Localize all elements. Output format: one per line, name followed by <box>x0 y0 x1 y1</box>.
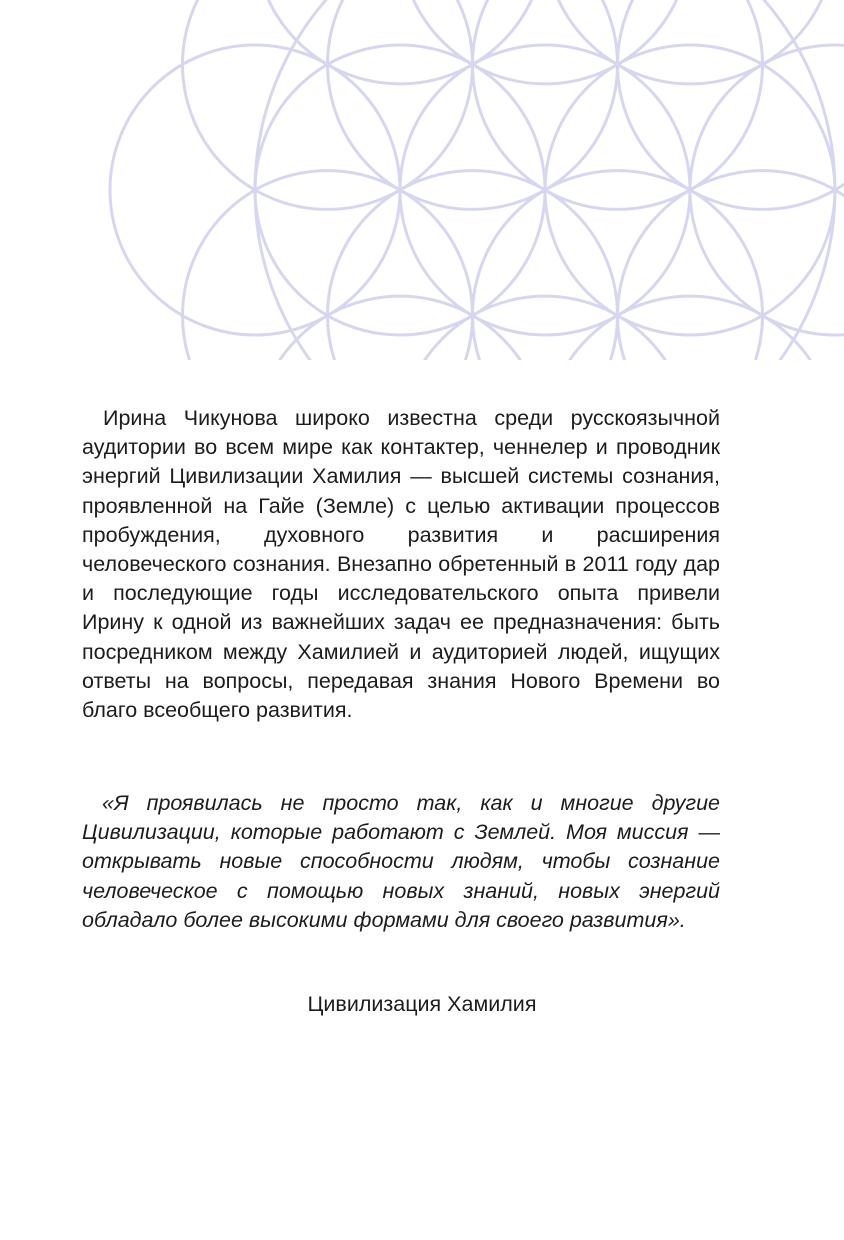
flower-of-life-icon <box>0 0 844 360</box>
quote-attribution: Цивилизация Хамилия <box>307 992 537 1016</box>
ornament-circle <box>545 0 835 84</box>
ornament-circle <box>690 45 844 335</box>
author-bio-paragraph: Ирина Чикунова широко известна среди русскоязычной аудитории во всем мире как контактер, ченнелер и проводник энергий Цивилизации Хамилия — высшей системы сознания, проявленной на Гайе (Земле) с целью активации процессов пробуждения, духовного развития и расширения человеческого сознания. Внезапно обретенный в 2011 году дар и последующие годы исследовательского опыта привели Ирину к одной из важнейших задач ее предназначения: быть посредником между Хамилией и аудиторией людей, ищущих ответы на вопросы, передавая знания Нового Времени во благо всеобщего развития. <box>82 406 720 723</box>
ornament-circle <box>400 0 690 84</box>
ornament-circle <box>255 0 545 84</box>
quote-paragraph: «Я проявилась не просто так, как и многие другие Цивилизации, которые работают с Землей. Моя миссия — открывать новые способности людям, чтобы сознание человеческое с помощью новых знаний, новых энергий обладало более высокими формами для своего развития». <box>82 791 720 932</box>
